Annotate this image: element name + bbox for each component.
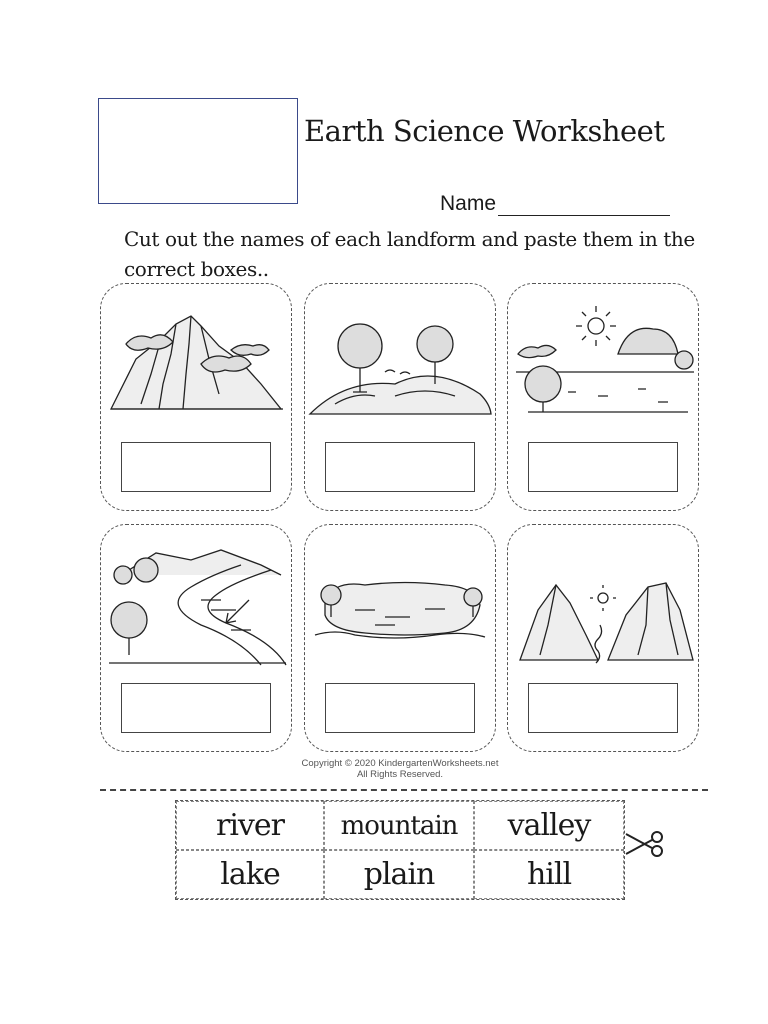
- lake-illustration: [305, 525, 497, 675]
- mountain-illustration: [101, 284, 293, 434]
- landform-card-mountain: [100, 283, 292, 511]
- name-label: Name: [440, 192, 497, 215]
- answer-box[interactable]: [325, 683, 475, 733]
- landform-card-hill: [304, 283, 496, 511]
- cut-line: [100, 789, 708, 791]
- picture-box: [98, 98, 298, 204]
- copyright-line-2: All Rights Reserved.: [356, 769, 444, 780]
- word-hill[interactable]: hill: [474, 850, 624, 899]
- name-row: [440, 192, 670, 216]
- landform-card-lake: [304, 524, 496, 752]
- landform-card-river: [100, 524, 292, 752]
- copyright: [270, 758, 530, 780]
- word-lake[interactable]: lake: [176, 850, 324, 899]
- answer-box[interactable]: [121, 442, 271, 492]
- plain-illustration: [508, 284, 700, 434]
- answer-box[interactable]: [528, 442, 678, 492]
- word-valley[interactable]: valley: [474, 801, 624, 850]
- name-field-line[interactable]: [498, 195, 670, 216]
- word-mountain[interactable]: mountain: [324, 801, 474, 850]
- valley-illustration: [508, 525, 700, 675]
- instructions: Cut out the names of each landform and paste them in the correct boxes..: [124, 227, 695, 281]
- river-illustration: [101, 525, 293, 675]
- answer-box[interactable]: [325, 442, 475, 492]
- word-river[interactable]: river: [176, 801, 324, 850]
- answer-box[interactable]: [121, 683, 271, 733]
- worksheet-title: Earth Science Worksheet: [304, 114, 665, 148]
- hill-illustration: [305, 284, 497, 434]
- answer-box[interactable]: [528, 683, 678, 733]
- landform-card-valley: [507, 524, 699, 752]
- landform-card-plain: [507, 283, 699, 511]
- copyright-line-1: Copyright © 2020 KindergartenWorksheets.net: [301, 758, 499, 769]
- scissors-icon: [624, 826, 664, 862]
- word-bank: [175, 800, 625, 900]
- word-plain[interactable]: plain: [324, 850, 474, 899]
